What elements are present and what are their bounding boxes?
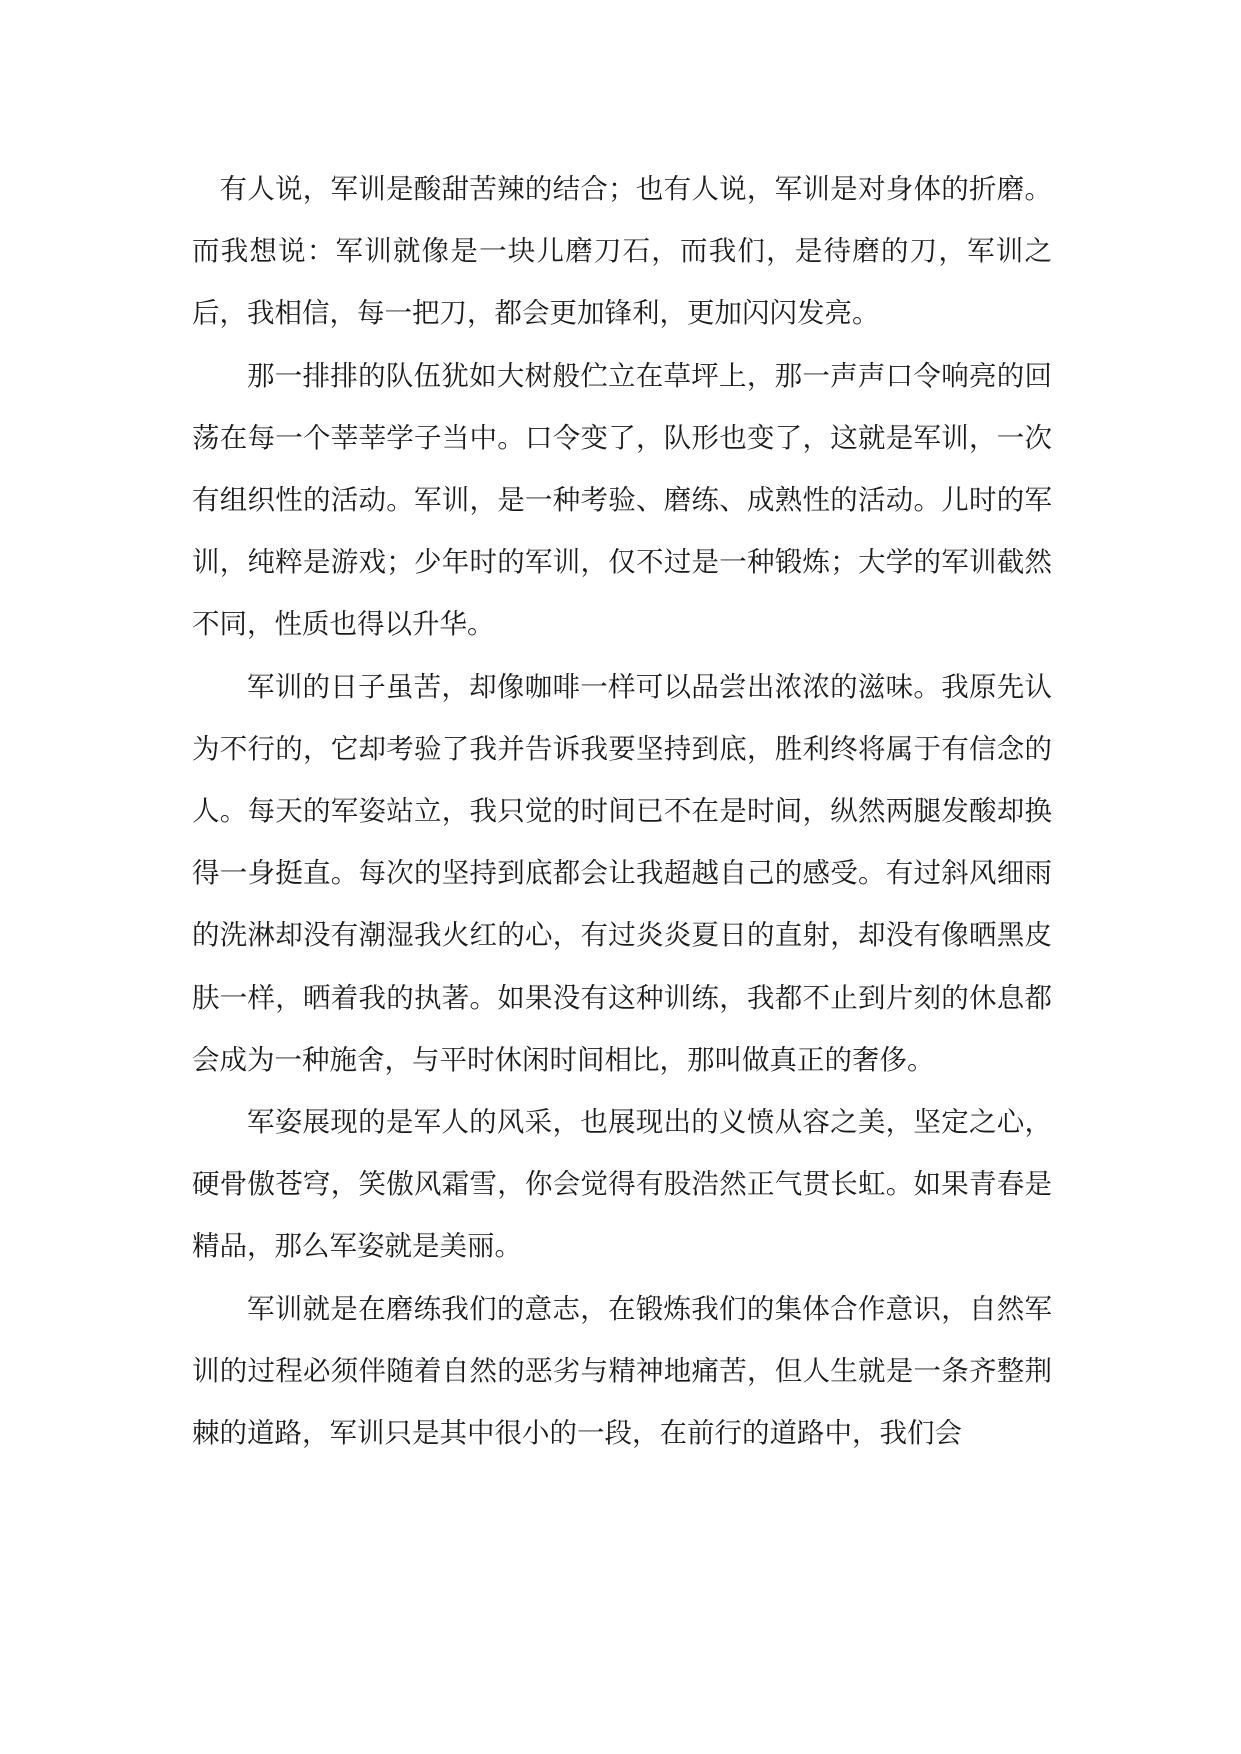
paragraph-2: 那一排排的队伍犹如大树般伫立在草坪上，那一声声口令响亮的回荡在每一个莘莘学子当中。口令变了，队形也变了，这就是军训，一次有组织性的活动。军训，是一种考验、磨练、成熟性的活动。儿时的军训，纯粹是游戏；少年时的军训，仅不过是一种锻炼；大学的军训截然不同，性质也得以升华。 <box>192 359 1052 641</box>
paragraph-4: 军姿展现的是军人的风采，也展现出的义愤从容之美，坚定之心，硬骨傲苍穹，笑傲风霜雪，你会觉得有股浩然正气贯长虹。如果青春是精品，那么军姿就是美丽。 <box>192 1106 1052 1263</box>
paragraph-5: 军训就是在磨练我们的意志，在锻炼我们的集体合作意识，自然军训的过程必须伴随着自然的恶劣与精神地痛苦，但人生就是一条齐整荆棘的道路，军训只是其中很小的一段，在前行的道路中，我们会 <box>192 1292 1052 1450</box>
paragraph-1: 有人说，军训是酸甜苦辣的结合；也有人说，军训是对身体的折磨。而我想说：军训就像是一块儿磨刀石，而我们，是待磨的刀，军训之后，我相信，每一把刀，都会更加锋利，更加闪闪发亮。 <box>192 173 1052 330</box>
paragraph-3: 军训的日子虽苦，却像咖啡一样可以品尝出浓浓的滋味。我原先认为不行的，它却考验了我并告诉我要坚持到底，胜利终将属于有信念的人。每天的军姿站立，我只觉的时间已不在是时间，纵然两腿发酸却换得一身挺直。每次的坚持到底都会让我超越自己的感受。有过斜风细雨的洗淋却没有潮湿我火红的心，有过炎炎夏日的直射，却没有像晒黑皮肤一样，晒着我的执著。如果没有这种训练，我都不止到片刻的休息都会成为一种施舍，与平时休闲时间相比，那叫做真正的奢侈。 <box>192 670 1052 1076</box>
body-text <box>192 158 1052 1464</box>
